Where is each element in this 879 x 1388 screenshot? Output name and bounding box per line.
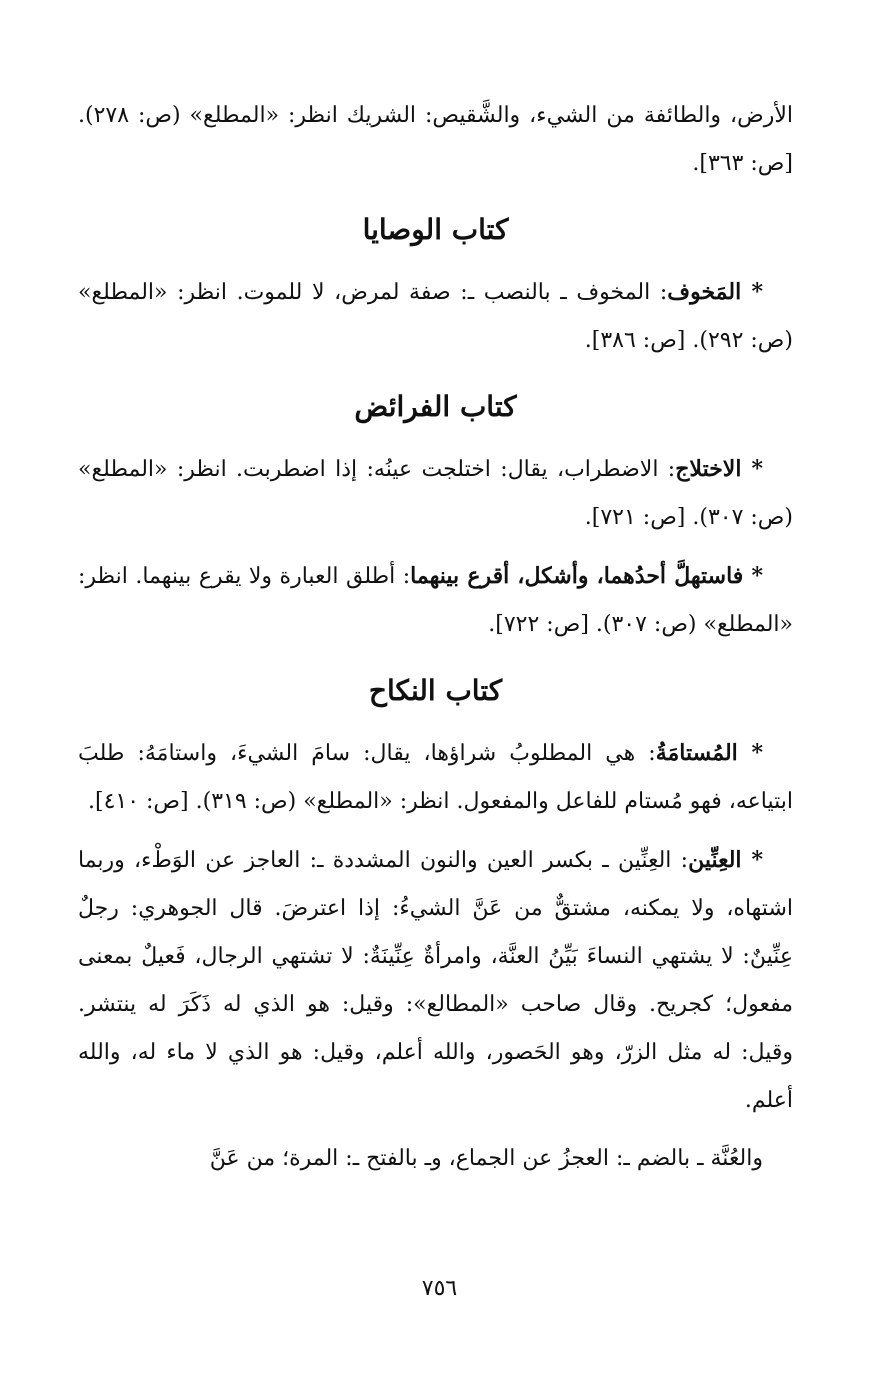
entry-paragraph bbox=[78, 445, 793, 542]
page-content bbox=[78, 92, 793, 1193]
section-heading-marriage: كتاب النكاح bbox=[368, 674, 503, 707]
entry-paragraph bbox=[78, 552, 793, 649]
entry-definition: : العِنِّين ـ بكسر العين والنون المشددة ـ: العاجز عن الوَطْء، وربما اشتهاه، ولا يمكنه، مشتقٌّ من عَنَّ الشيءُ: إذا اعترضَ. قال الجوهري: رجلٌ عِنِّينٌ: لا يشتهي النساءَ بَيِّنُ العنَّة، وامرأةٌ عِنِّينَةٌ: لا تشتهي الرجال، فَعيلٌ بمعنى مفعول؛ كجريح. وقال صاحب «المطالع»: وقيل: هو الذي له ذَكَرَ له ينتشر. وقيل: له مثل الزرّ، وهو الحَصور، والله أعلم، وقيل: هو الذي لا ماء له، والله أعلم. bbox=[78, 848, 793, 1113]
entry-term: * الاختلاج bbox=[675, 456, 763, 482]
entry-definition: : الاضطراب، يقال: اختلجت عينُه: إذا اضطربت. انظر: «المطلع» (ص: ٣٠٧). [ص: ٧٢١]. bbox=[78, 457, 793, 530]
section-heading-inheritance: كتاب الفرائض bbox=[354, 390, 517, 423]
section-heading-wills: كتاب الوصايا bbox=[362, 213, 509, 246]
continuation-paragraph bbox=[78, 92, 793, 188]
entry-paragraph bbox=[78, 268, 793, 365]
entry-definition: : أطلق العبارة ولا يقرع بينهما. انظر: «المطلع» (ص: ٣٠٧). [ص: ٧٢٢]. bbox=[78, 564, 793, 637]
paragraph-text: الأرض، والطائفة من الشيء، والشَّقيص: الشريك انظر: «المطلع» (ص: ٢٧٨). [ص: ٣٦٣]. bbox=[78, 103, 793, 176]
paragraph-text: والعُنَّة ـ بالضم ـ: العجزُ عن الجماع، وـ بالفتح ـ: المرة؛ من عَنَّ bbox=[209, 1146, 763, 1171]
entry-definition: : هي المطلوبُ شراؤها، يقال: سامَ الشيءَ، واستامَهُ: طلبَ ابتياعه، فهو مُستام للفاعل والمفعول. انظر: «المطلع» (ص: ٣١٩). [ص: ٤١٠]. bbox=[78, 741, 793, 814]
entry-term: * المَخوف bbox=[667, 279, 763, 305]
entry-paragraph bbox=[78, 729, 793, 826]
entry-term: * العِنِّين bbox=[688, 847, 763, 873]
entry-definition: : المخوف ـ بالنصب ـ: صفة لمرض، لا للموت. انظر: «المطلع» (ص: ٢٩٢). [ص: ٣٨٦]. bbox=[78, 280, 793, 353]
entry-paragraph bbox=[78, 836, 793, 1125]
continuation-paragraph bbox=[78, 1135, 793, 1183]
entry-term: * فاستهلَّ أحدُهما، وأشكل، أقرع بينهما bbox=[410, 563, 764, 589]
entry-term: * المُستامَةُ bbox=[655, 740, 763, 766]
page-number: ٧٥٦ bbox=[421, 1276, 458, 1301]
